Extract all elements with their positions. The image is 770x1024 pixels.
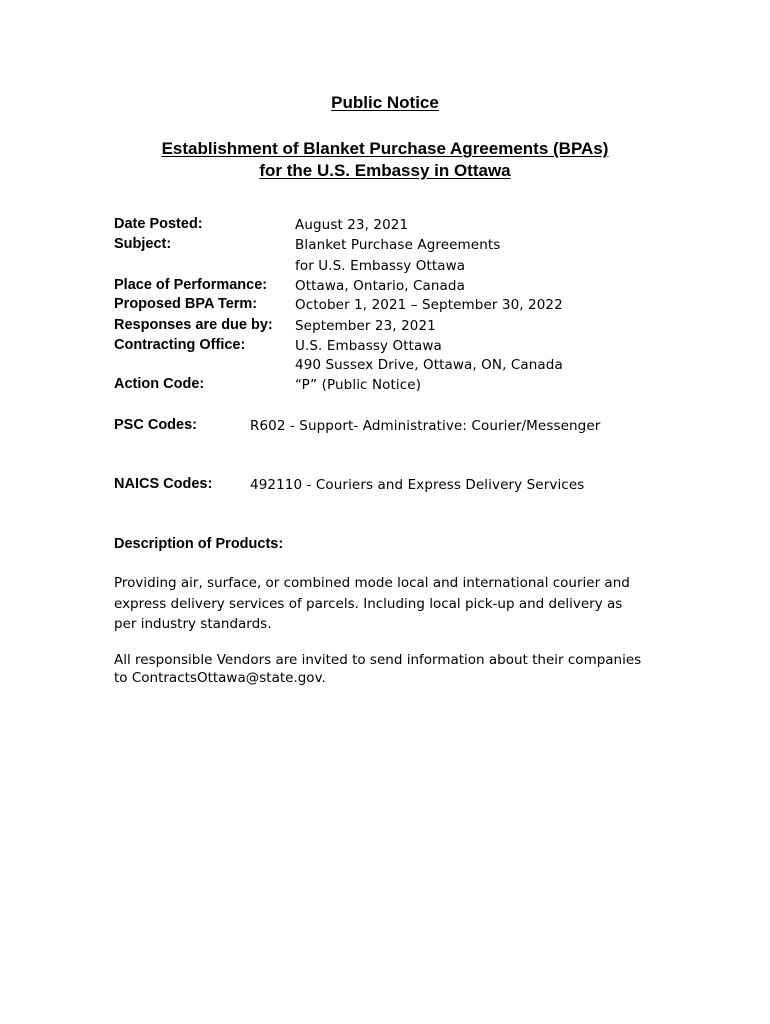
proposed-bpa-term-label: Proposed BPA Term: — [114, 296, 258, 312]
date-posted-label: Date Posted: — [114, 216, 203, 232]
contracting-office-value-line-2: 490 Sussex Drive, Ottawa, ON, Canada — [295, 357, 563, 373]
subject-label: Subject: — [114, 236, 172, 252]
psc-codes-value: R602 - Support- Administrative: Courier/Messenger — [250, 418, 601, 434]
description-paragraph-1-line-3: per industry standards. — [114, 616, 272, 632]
action-code-label: Action Code: — [114, 376, 205, 392]
description-paragraph-2-line-2: to ContractsOttawa@state.gov. — [114, 670, 326, 686]
description-paragraph-1-line-1: Providing air, surface, or combined mode local and international courier and — [114, 575, 630, 591]
naics-codes-value: 492110 - Couriers and Express Delivery Services — [250, 477, 585, 493]
psc-codes-label: PSC Codes: — [114, 417, 197, 433]
responses-due-label: Responses are due by: — [114, 317, 273, 333]
place-of-performance-value: Ottawa, Ontario, Canada — [295, 278, 465, 294]
page-title: Public Notice — [331, 93, 439, 112]
notice-subtitle-line-2: for the U.S. Embassy in Ottawa — [259, 161, 511, 180]
contracting-office-value-line-1: U.S. Embassy Ottawa — [295, 338, 442, 354]
description-paragraph-2-line-1: All responsible Vendors are invited to send information about their companies — [114, 652, 642, 668]
action-code-value: “P” (Public Notice) — [295, 377, 422, 393]
date-posted-value: August 23, 2021 — [295, 217, 409, 233]
description-heading: Description of Products: — [114, 536, 284, 552]
subject-value-line-1: Blanket Purchase Agreements — [295, 237, 501, 253]
description-paragraph-1-line-2: express delivery services of parcels. Including local pick-up and delivery as — [114, 596, 623, 612]
notice-subtitle-line-1: Establishment of Blanket Purchase Agreements (BPAs) — [161, 139, 609, 158]
proposed-bpa-term-value: October 1, 2021 – September 30, 2022 — [295, 297, 563, 313]
subject-value-line-2: for U.S. Embassy Ottawa — [295, 258, 466, 274]
responses-due-value: September 23, 2021 — [295, 318, 436, 334]
contracting-office-label: Contracting Office: — [114, 337, 246, 353]
place-of-performance-label: Place of Performance: — [114, 277, 268, 293]
naics-codes-label: NAICS Codes: — [114, 476, 213, 492]
